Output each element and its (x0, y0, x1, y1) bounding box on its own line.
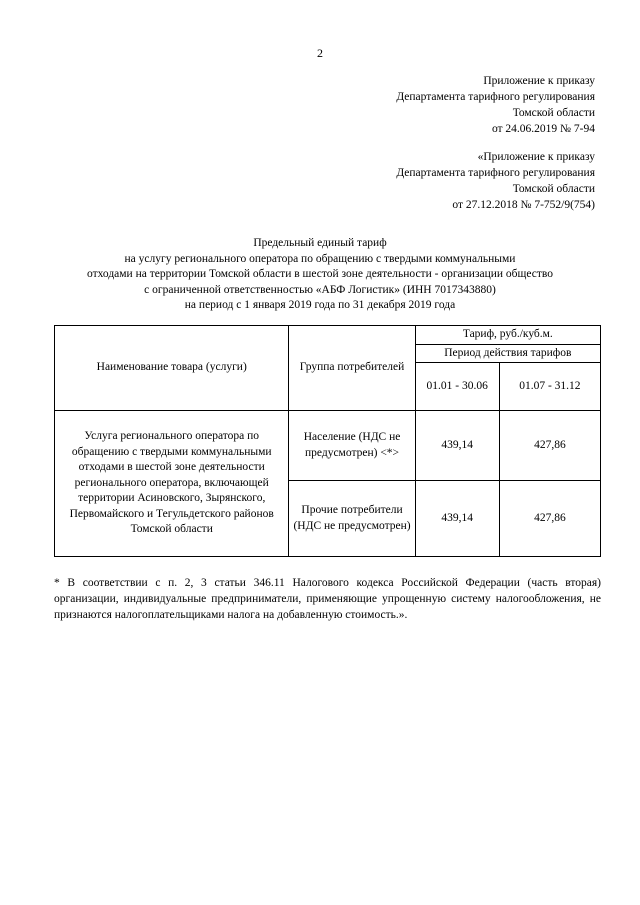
tariff-value-cell: 439,14 (415, 481, 499, 557)
title-line: Предельный единый тариф (253, 237, 387, 249)
appendix-line: Департамента тарифного регулирования (396, 167, 595, 179)
table-row (55, 411, 601, 481)
table-header-row (55, 326, 601, 345)
appendix-line: Томской области (512, 183, 595, 195)
title-line: на услугу регионального оператора по обращению с твердыми коммунальными (124, 252, 516, 265)
document-title (0, 236, 640, 314)
title-period: на период с 1 января 2019 года по 31 декабря 2019 года (184, 299, 456, 311)
header-consumer-group: Группа потребителей (289, 326, 415, 411)
tariff-table (54, 325, 601, 557)
consumer-group-cell: Население (НДС не предусмотрен) <*> (289, 411, 415, 481)
consumer-group-cell: Прочие потребители (НДС не предусмотрен) (289, 481, 415, 557)
title-line: с ограниченной ответственностью «АБФ Логистик» (ИНН 7017343880) (144, 283, 496, 296)
header-tariff-unit: Тариф, руб./куб.м. (415, 326, 600, 345)
appendix-line: Томской области (512, 107, 595, 119)
header-period-2: 01.07 - 31.12 (499, 363, 600, 411)
appendix-header-current (396, 73, 595, 137)
tariff-value-cell: 427,86 (499, 481, 600, 557)
tariff-value-cell: 427,86 (499, 411, 600, 481)
appendix-date: от 24.06.2019 № 7-94 (491, 123, 595, 135)
title-line: отходами на территории Томской области в шестой зоне деятельности - организации общество (86, 268, 554, 280)
appendix-date: от 27.12.2018 № 7-752/9(754) (452, 199, 595, 211)
appendix-line: Департамента тарифного регулирования (396, 91, 595, 103)
service-name-cell: Услуга регионального оператора по обращению с твердыми коммунальными отходами в шестой зоне деятельности регионального оператора, включающей территории Асиновского, Зырянского, Первомайского и Тегульдетского районов Томской области (55, 411, 289, 557)
tariff-value-cell: 439,14 (415, 411, 499, 481)
page-number: 2 (317, 46, 323, 60)
appendix-line: Приложение к приказу (483, 75, 595, 87)
header-period: Период действия тарифов (415, 345, 600, 363)
appendix-header-previous (396, 149, 595, 213)
header-period-1: 01.01 - 30.06 (415, 363, 499, 411)
footnote: * В соответствии с п. 2, 3 статьи 346.11 Налогового кодекса Российской Федерации (часть вторая) организации, индивидуальные предприниматели, применяющие упрощенную систему налогообложения, не признаются налогоплательщиками налога на добавленную стоимость.». (54, 577, 601, 621)
header-service-name: Наименование товара (услуги) (55, 326, 289, 411)
appendix-line: «Приложение к приказу (477, 151, 595, 163)
